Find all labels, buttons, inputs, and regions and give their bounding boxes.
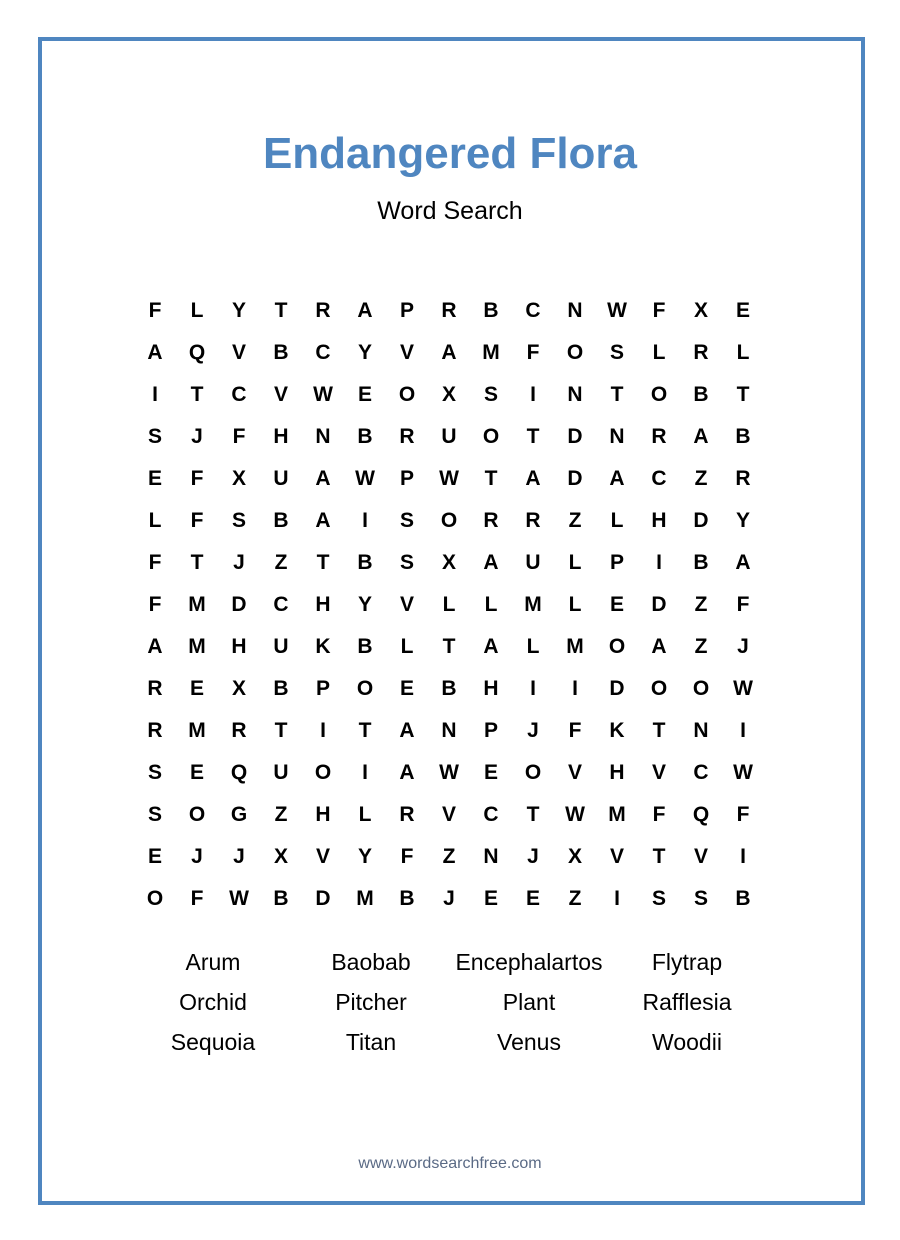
grid-letter[interactable]: I	[152, 383, 158, 406]
grid-letter[interactable]: O	[146, 887, 164, 910]
grid-letter[interactable]: P	[315, 677, 330, 700]
grid-letter[interactable]: C	[693, 761, 709, 784]
grid-letter[interactable]: M	[188, 635, 206, 658]
grid-letter[interactable]: H	[483, 677, 499, 700]
grid-letter[interactable]: B	[735, 887, 751, 910]
grid-letter[interactable]: O	[356, 677, 374, 700]
grid-letter[interactable]: I	[362, 509, 368, 532]
grid-letter[interactable]: Z	[694, 593, 708, 616]
grid-letter[interactable]: D	[567, 467, 583, 490]
grid-letter[interactable]: E	[399, 677, 414, 700]
grid-letter[interactable]: B	[441, 677, 457, 700]
grid-letter[interactable]: Z	[274, 551, 288, 574]
page-subtitle: Word Search	[377, 197, 523, 225]
grid-letter[interactable]: F	[148, 551, 162, 574]
grid-letter[interactable]: X	[441, 551, 456, 574]
grid-letter[interactable]: N	[483, 845, 499, 868]
grid-letter[interactable]: I	[656, 551, 662, 574]
grid-letter[interactable]: T	[358, 719, 372, 742]
grid-letter[interactable]: X	[231, 677, 246, 700]
grid-letter[interactable]: R	[441, 299, 457, 322]
grid-letter[interactable]: B	[399, 887, 415, 910]
grid-letter[interactable]: O	[482, 425, 500, 448]
grid-letter[interactable]: P	[609, 551, 624, 574]
grid-letter[interactable]: V	[567, 761, 582, 784]
grid-letter[interactable]: T	[442, 635, 456, 658]
grid-letter[interactable]: B	[273, 509, 289, 532]
grid-letter[interactable]: E	[483, 761, 498, 784]
grid-letter[interactable]: T	[484, 467, 498, 490]
grid-letter[interactable]: U	[273, 467, 289, 490]
grid-letter[interactable]: O	[188, 803, 206, 826]
grid-letter[interactable]: H	[231, 635, 247, 658]
grid-letter[interactable]: J	[737, 635, 749, 658]
grid-letter[interactable]: W	[355, 467, 375, 490]
grid-letter[interactable]: L	[484, 593, 498, 616]
grid-letter[interactable]: T	[526, 803, 540, 826]
grid-letter[interactable]: R	[231, 719, 247, 742]
grid-letter[interactable]: T	[274, 719, 288, 742]
grid-letter[interactable]: F	[232, 425, 246, 448]
grid-letter[interactable]: W	[733, 677, 753, 700]
grid-letter[interactable]: O	[608, 635, 626, 658]
grid-letter[interactable]: N	[315, 425, 331, 448]
grid-letter[interactable]: N	[567, 299, 583, 322]
grid-letter[interactable]: I	[530, 677, 536, 700]
word-list-item: Pitcher	[335, 988, 407, 1015]
grid-letter[interactable]: M	[608, 803, 626, 826]
grid-letter[interactable]: D	[315, 887, 331, 910]
grid-letter[interactable]: T	[190, 383, 204, 406]
grid-letter[interactable]: J	[527, 719, 539, 742]
grid-letter[interactable]: E	[735, 299, 750, 322]
grid-letter[interactable]: Z	[568, 509, 582, 532]
grid-letter[interactable]: V	[231, 341, 246, 364]
grid-letter[interactable]: N	[693, 719, 709, 742]
grid-letter[interactable]: T	[274, 299, 288, 322]
grid-letter[interactable]: M	[188, 593, 206, 616]
grid-letter[interactable]: S	[231, 509, 246, 532]
grid-letter[interactable]: E	[147, 845, 162, 868]
grid-letter[interactable]: C	[231, 383, 247, 406]
grid-letter[interactable]: K	[609, 719, 625, 742]
grid-letter[interactable]: B	[357, 551, 373, 574]
grid-letter[interactable]: H	[651, 509, 667, 532]
grid-letter[interactable]: B	[273, 887, 289, 910]
grid-letter[interactable]: B	[273, 677, 289, 700]
grid-letter[interactable]: V	[441, 803, 456, 826]
grid-letter[interactable]: S	[399, 509, 414, 532]
grid-letter[interactable]: X	[441, 383, 456, 406]
grid-letter[interactable]: O	[566, 341, 584, 364]
grid-letter[interactable]: K	[315, 635, 331, 658]
grid-letter[interactable]: B	[273, 341, 289, 364]
grid-letter[interactable]: H	[315, 593, 331, 616]
grid-letter[interactable]: X	[693, 299, 708, 322]
grid-letter[interactable]: F	[190, 509, 204, 532]
grid-letter[interactable]: M	[356, 887, 374, 910]
grid-letter[interactable]: X	[273, 845, 288, 868]
word-list-item: Rafflesia	[642, 988, 732, 1015]
grid-letter[interactable]: O	[440, 509, 458, 532]
grid-letter[interactable]: W	[439, 467, 459, 490]
grid-letter[interactable]: J	[527, 845, 539, 868]
grid-letter[interactable]: I	[320, 719, 326, 742]
page-title: Endangered Flora	[262, 129, 638, 178]
grid-letter[interactable]: F	[400, 845, 414, 868]
grid-letter[interactable]: S	[483, 383, 498, 406]
grid-letter[interactable]: U	[441, 425, 457, 448]
grid-letter[interactable]: M	[188, 719, 206, 742]
grid-letter[interactable]: X	[231, 467, 246, 490]
grid-letter[interactable]: W	[439, 761, 459, 784]
grid-letter[interactable]: P	[483, 719, 498, 742]
word-list-item: Encephalartos	[455, 948, 603, 975]
word-list	[134, 942, 766, 1062]
grid-letter[interactable]: R	[399, 803, 415, 826]
grid-letter[interactable]: O	[650, 383, 668, 406]
grid-letter[interactable]: S	[651, 887, 666, 910]
grid-letter[interactable]: M	[524, 593, 542, 616]
grid-letter[interactable]: F	[568, 719, 582, 742]
grid-letter[interactable]: W	[607, 299, 627, 322]
grid-letter[interactable]: X	[567, 845, 582, 868]
grid-letter[interactable]: N	[609, 425, 625, 448]
grid-letter[interactable]: E	[147, 467, 162, 490]
grid-letter[interactable]: Z	[274, 803, 288, 826]
grid-letter[interactable]: U	[273, 761, 289, 784]
grid-letter[interactable]: G	[230, 803, 248, 826]
grid-letter[interactable]: Z	[568, 887, 582, 910]
grid-letter[interactable]: R	[147, 677, 163, 700]
grid-letter[interactable]: V	[693, 845, 708, 868]
grid-letter[interactable]: M	[566, 635, 584, 658]
grid-letter[interactable]: L	[148, 509, 162, 532]
word-list-item: Baobab	[331, 948, 411, 975]
grid-letter[interactable]: V	[399, 341, 414, 364]
word-list-item: Sequoia	[170, 1028, 256, 1055]
grid-letter[interactable]: F	[190, 467, 204, 490]
grid-letter[interactable]: F	[190, 887, 204, 910]
grid-letter[interactable]: L	[736, 341, 750, 364]
grid-letter[interactable]: E	[357, 383, 372, 406]
grid-letter[interactable]: T	[610, 383, 624, 406]
grid-letter[interactable]: E	[189, 761, 204, 784]
grid-letter[interactable]: Z	[442, 845, 456, 868]
grid-letter[interactable]: E	[525, 887, 540, 910]
grid-letter[interactable]: V	[651, 761, 666, 784]
grid-letter[interactable]: S	[399, 551, 414, 574]
grid-letter[interactable]: M	[482, 341, 500, 364]
grid-letter[interactable]: O	[398, 383, 416, 406]
grid-letter[interactable]: A	[441, 341, 457, 364]
grid-letter[interactable]: L	[610, 509, 624, 532]
grid-letter[interactable]: J	[191, 845, 203, 868]
grid-letter[interactable]: I	[740, 845, 746, 868]
grid-letter[interactable]: A	[147, 341, 163, 364]
grid-letter[interactable]: I	[572, 677, 578, 700]
grid-letter[interactable]: I	[740, 719, 746, 742]
grid-letter[interactable]: E	[609, 593, 624, 616]
grid-letter[interactable]: D	[567, 425, 583, 448]
grid-letter[interactable]: A	[315, 509, 331, 532]
grid-letter[interactable]: S	[147, 761, 162, 784]
word-list-item: Venus	[497, 1028, 561, 1055]
grid-letter[interactable]: E	[189, 677, 204, 700]
grid-letter[interactable]: B	[357, 425, 373, 448]
grid-letter[interactable]: B	[735, 425, 751, 448]
grid-letter[interactable]: I	[530, 383, 536, 406]
grid-letter[interactable]: J	[233, 845, 245, 868]
grid-letter[interactable]: R	[147, 719, 163, 742]
grid-letter[interactable]: I	[614, 887, 620, 910]
grid-letter[interactable]: R	[399, 425, 415, 448]
grid-letter[interactable]: O	[692, 677, 710, 700]
grid-letter[interactable]: P	[399, 299, 414, 322]
grid-letter[interactable]: L	[442, 593, 456, 616]
grid-letter[interactable]: O	[650, 677, 668, 700]
grid-letter[interactable]: A	[651, 635, 667, 658]
grid-letter[interactable]: J	[191, 425, 203, 448]
grid-letter[interactable]: A	[525, 467, 541, 490]
grid-letter[interactable]: R	[315, 299, 331, 322]
grid-letter[interactable]: F	[736, 803, 750, 826]
grid-letter[interactable]: V	[315, 845, 330, 868]
word-list-item: Titan	[345, 1028, 397, 1055]
grid-letter[interactable]: R	[735, 467, 751, 490]
word-list-item: Orchid	[179, 988, 247, 1015]
grid-letter[interactable]: Z	[694, 635, 708, 658]
grid-letter[interactable]: V	[273, 383, 288, 406]
grid-letter[interactable]: T	[652, 845, 666, 868]
grid-letter[interactable]: L	[568, 593, 582, 616]
grid-letter[interactable]: V	[609, 845, 624, 868]
word-list-item: Arum	[185, 948, 241, 975]
grid-letter[interactable]: A	[483, 635, 499, 658]
grid-letter[interactable]: N	[567, 383, 583, 406]
grid-letter[interactable]: R	[483, 509, 499, 532]
grid-letter[interactable]: P	[399, 467, 414, 490]
grid-letter[interactable]: S	[147, 425, 162, 448]
grid-letter[interactable]: A	[399, 719, 415, 742]
grid-letter[interactable]: T	[526, 425, 540, 448]
grid-letter[interactable]: Y	[231, 299, 246, 322]
grid-letter[interactable]: A	[357, 299, 373, 322]
grid-letter[interactable]: T	[736, 383, 750, 406]
grid-letter[interactable]: C	[315, 341, 331, 364]
grid-letter[interactable]: L	[652, 341, 666, 364]
grid-letter[interactable]: R	[651, 425, 667, 448]
grid-letter[interactable]: D	[231, 593, 247, 616]
grid-letter[interactable]: J	[443, 887, 455, 910]
grid-letter[interactable]: D	[651, 593, 667, 616]
grid-letter[interactable]: Q	[692, 803, 710, 826]
grid-letter[interactable]: U	[525, 551, 541, 574]
grid-letter[interactable]: L	[400, 635, 414, 658]
grid-letter[interactable]: Y	[735, 509, 750, 532]
grid-letter[interactable]: S	[609, 341, 624, 364]
grid-letter[interactable]: A	[483, 551, 499, 574]
grid-letter[interactable]: D	[693, 509, 709, 532]
grid-letter[interactable]: F	[736, 593, 750, 616]
grid-letter[interactable]: A	[315, 467, 331, 490]
word-list-item: Woodii	[652, 1028, 722, 1055]
grid-letter[interactable]: T	[190, 551, 204, 574]
grid-letter[interactable]: H	[273, 425, 289, 448]
grid-letter[interactable]: L	[190, 299, 204, 322]
footer-url: www.wordsearchfree.com	[358, 1155, 542, 1172]
grid-letter[interactable]: C	[273, 593, 289, 616]
grid-letter[interactable]: F	[148, 593, 162, 616]
grid-letter[interactable]: S	[147, 803, 162, 826]
grid-letter[interactable]: F	[148, 299, 162, 322]
grid-letter[interactable]: U	[273, 635, 289, 658]
grid-letter[interactable]: T	[316, 551, 330, 574]
grid-letter[interactable]: O	[314, 761, 332, 784]
grid-letter[interactable]: B	[483, 299, 499, 322]
grid-letter[interactable]: N	[441, 719, 457, 742]
grid-letter[interactable]: O	[524, 761, 542, 784]
grid-letter[interactable]: Q	[230, 761, 248, 784]
grid-letter[interactable]: A	[399, 761, 415, 784]
grid-letter[interactable]: W	[733, 761, 753, 784]
grid-letter[interactable]: C	[651, 467, 667, 490]
grid-letter[interactable]: W	[313, 383, 333, 406]
grid-letter[interactable]: T	[652, 719, 666, 742]
grid-letter[interactable]: A	[735, 551, 751, 574]
grid-letter[interactable]: H	[609, 761, 625, 784]
grid-letter[interactable]: Q	[188, 341, 206, 364]
grid-letter[interactable]: R	[693, 341, 709, 364]
grid-letter[interactable]: L	[526, 635, 540, 658]
grid-letter[interactable]: L	[358, 803, 372, 826]
grid-letter[interactable]: Y	[357, 341, 372, 364]
grid-letter[interactable]: R	[525, 509, 541, 532]
grid-letter[interactable]: B	[357, 635, 373, 658]
grid-letter[interactable]: B	[693, 551, 709, 574]
grid-letter[interactable]: I	[362, 761, 368, 784]
grid-letter[interactable]: L	[568, 551, 582, 574]
word-list-item: Flytrap	[651, 948, 723, 975]
grid-letter[interactable]: B	[693, 383, 709, 406]
grid-letter[interactable]: A	[693, 425, 709, 448]
grid-letter[interactable]: V	[399, 593, 414, 616]
grid-letter[interactable]: W	[565, 803, 585, 826]
grid-letter[interactable]: Y	[357, 593, 372, 616]
grid-letter[interactable]: Y	[357, 845, 372, 868]
grid-letter[interactable]: D	[609, 677, 625, 700]
grid-letter[interactable]: A	[609, 467, 625, 490]
word-list-item: Plant	[502, 988, 556, 1015]
grid-letter[interactable]: C	[525, 299, 541, 322]
grid-letter[interactable]: Z	[694, 467, 708, 490]
grid-letter[interactable]: J	[233, 551, 245, 574]
grid-letter[interactable]: S	[693, 887, 708, 910]
grid-letter[interactable]: F	[652, 299, 666, 322]
grid-letter[interactable]: E	[483, 887, 498, 910]
grid-letter[interactable]: H	[315, 803, 331, 826]
grid-letter[interactable]: A	[147, 635, 163, 658]
grid-letter[interactable]: W	[229, 887, 249, 910]
letter-grid	[134, 290, 764, 920]
grid-letter[interactable]: F	[526, 341, 540, 364]
grid-letter[interactable]: F	[652, 803, 666, 826]
grid-letter[interactable]: C	[483, 803, 499, 826]
